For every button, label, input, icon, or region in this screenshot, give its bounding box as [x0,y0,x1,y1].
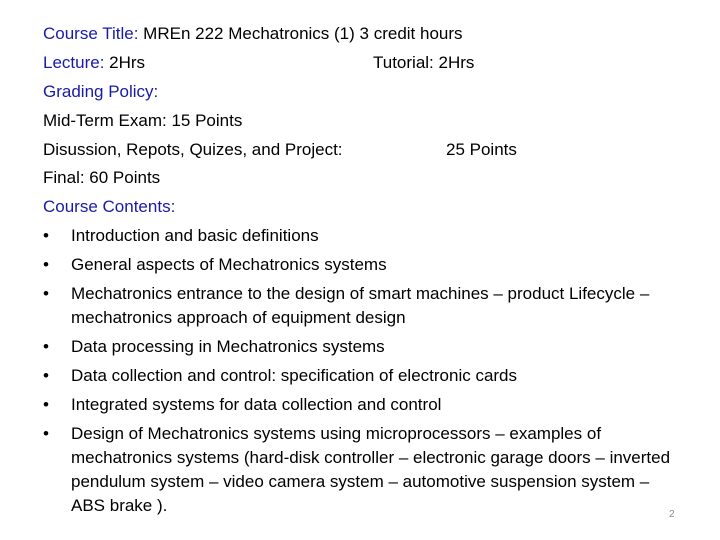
page-number: 2 [669,509,675,520]
list-item: Integrated systems for data collection and control [71,395,442,414]
bullet-icon: • [43,395,49,414]
list-item: General aspects of Mechatronics systems [71,255,387,274]
hours-line [43,53,643,73]
midterm-line: Mid-Term Exam: 15 Points [43,111,243,130]
bullet-icon: • [43,366,49,385]
course-title-value: MREn 222 Mechatronics (1) 3 credit hours [138,24,463,43]
list-item: Introduction and basic definitions [71,226,319,245]
contents-heading: Course Contents: [43,197,176,216]
list-item: Design of Mechatronics systems using microprocessors – examples of mechatronics systems (hard-disk controller – electronic garage doors – inverted pendulum system – video camera system – automotive suspension system – ABS brake ). [71,424,671,515]
final-line: Final: 60 Points [43,168,161,187]
lecture-label: Lecture: [43,53,105,72]
bullet-icon: • [43,424,49,443]
bullet-icon: • [43,284,49,303]
list-item: Data processing in Mechatronics systems [71,337,385,356]
list-item: Mechatronics entrance to the design of smart machines – product Lifecycle – mechatronics approach of equipment design [71,284,650,327]
grading-heading: Grading Policy: [43,82,159,101]
tutorial-label: Tutorial: [373,53,434,72]
bullet-icon: • [43,337,49,356]
list-item: Data collection and control: specification of electronic cards [71,366,518,385]
bullet-icon: • [43,226,49,245]
bullet-icon: • [43,255,49,274]
discussion-label: Disussion, Repots, Quizes, and Project: [43,140,343,159]
tutorial [373,53,474,73]
course-title-line [43,24,463,44]
tutorial-value: 2Hrs [433,53,475,72]
discussion-points: 25 Points [446,140,517,159]
course-title-label: Course Title: [43,24,139,43]
lecture-value: 2Hrs [104,53,146,72]
discussion-line [43,140,643,160]
